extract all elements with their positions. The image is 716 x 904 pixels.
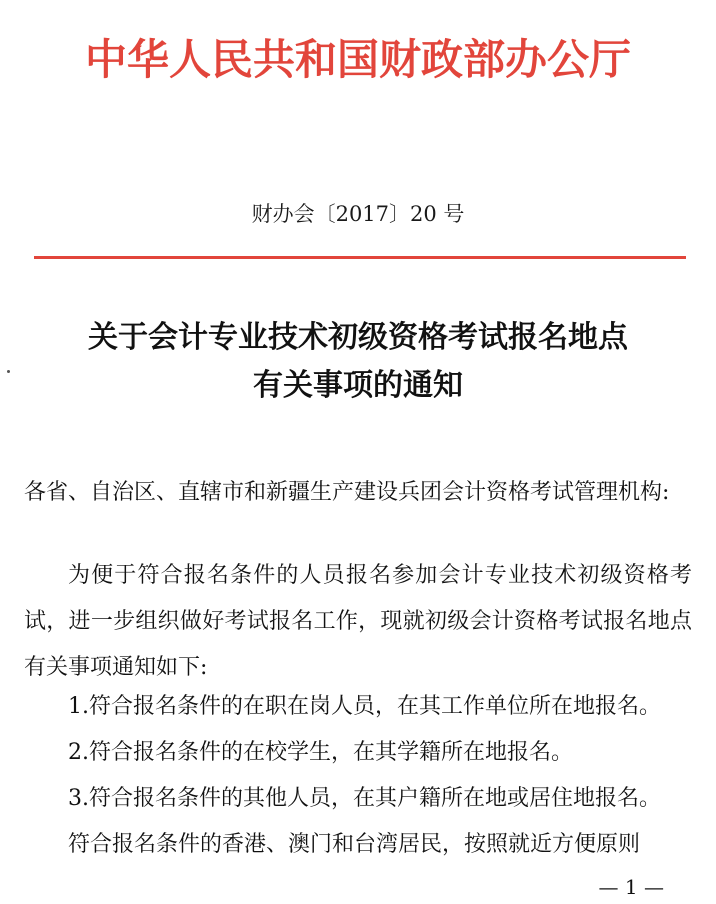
document-number: 财办会〔2017〕20 号 [251,202,465,226]
salutation-paragraph: 各省、自治区、直辖市和新疆生产建设兵团会计资格考试管理机构: [24,480,670,505]
red-divider-line [34,256,686,259]
notice-title-line-1: 关于会计专业技术初级资格考试报名地点 [88,320,628,355]
page-number: — 1 — [598,875,664,899]
continuation-paragraph: 符合报名条件的香港、澳门和台湾居民，按照就近方便原则 [68,832,641,857]
list-item: 1.符合报名条件的在职在岗人员，在其工作单位所在地报名。 [68,694,661,719]
list-item: 2.符合报名条件的在校学生，在其学籍所在地报名。 [68,740,573,765]
issuing-office-header: 中华人民共和国财政部办公厅 [84,35,631,84]
intro-paragraph: 为便于符合报名条件的人员报名参加会计专业技术初级资格考试，进一步组织做好考试报名工作，现就初级会计资格考试报名地点有关事项通知如下: [24,563,692,680]
list-item: 3.符合报名条件的其他人员，在其户籍所在地或居住地报名。 [68,786,661,811]
scan-speck [7,370,10,373]
notice-title-line-2: 有关事项的通知 [253,368,463,403]
